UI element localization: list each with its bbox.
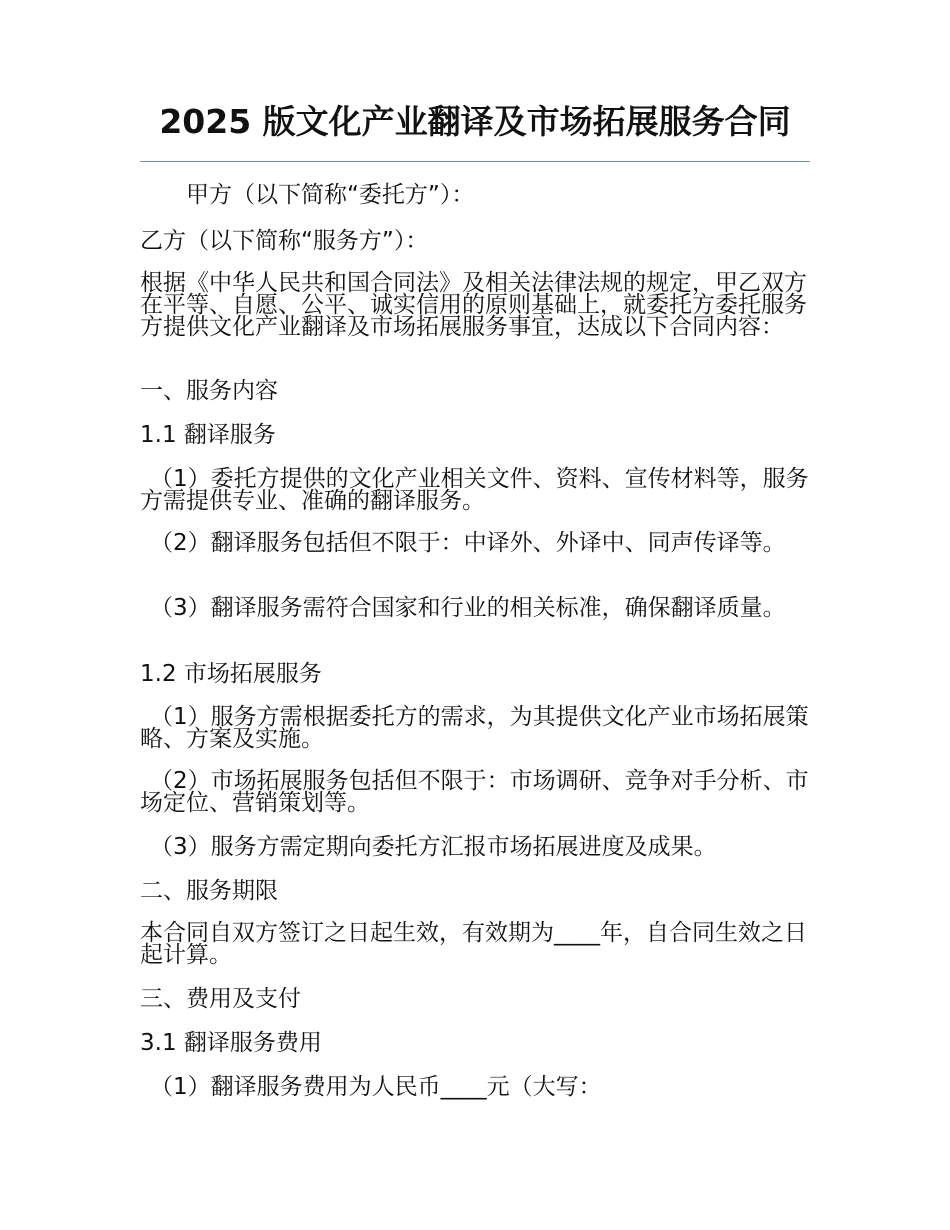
title-underline	[140, 161, 810, 162]
subsection-3-1-heading: 3.1 翻译服务费用	[140, 1030, 322, 1056]
party-a-line: 甲方（以下简称“委托方”）：	[186, 182, 475, 208]
item-1-2-1: （1）服务方需根据委托方的需求，为其提供文化产业市场拓展策略、方案及实施。	[140, 704, 809, 752]
item-1-1-3: （3）翻译服务需符合国家和行业的相关标准，确保翻译质量。	[150, 595, 786, 621]
subsection-1-2-heading: 1.2 市场拓展服务	[140, 661, 322, 687]
section-3-heading: 三、费用及支付	[140, 986, 301, 1012]
item-1-1-1: （1）委托方提供的文化产业相关文件、资料、宣传材料等，服务方需提供专业、准确的翻译服务。	[140, 466, 809, 514]
document-title: 2025 版文化产业翻译及市场拓展服务合同	[159, 102, 791, 141]
subsection-1-1-heading: 1.1 翻译服务	[140, 422, 276, 448]
item-1-1-2: （2）翻译服务包括但不限于：中译外、外译中、同声传译等。	[150, 530, 786, 556]
term-paragraph: 本合同自双方签订之日起生效，有效期为____年，自合同生效之日起计算。	[140, 920, 807, 968]
item-1-2-2: （2）市场拓展服务包括但不限于：市场调研、竞争对手分析、市场定位、营销策划等。	[140, 768, 809, 816]
item-1-2-3: （3）服务方需定期向委托方汇报市场拓展进度及成果。	[150, 834, 717, 860]
section-2-heading: 二、服务期限	[140, 878, 278, 904]
intro-paragraph: 根据《中华人民共和国合同法》及相关法律法规的规定，甲乙双方在平等、自愿、公平、诚实信用的原则基础上，就委托方委托服务方提供文化产业翻译及市场拓展服务事宜，达成以下合同内容：	[140, 270, 807, 340]
party-b-line: 乙方（以下简称“服务方”）：	[140, 228, 429, 254]
section-1-heading: 一、服务内容	[140, 378, 278, 404]
item-3-1-1: （1）翻译服务费用为人民币____元（大写：	[150, 1074, 602, 1100]
